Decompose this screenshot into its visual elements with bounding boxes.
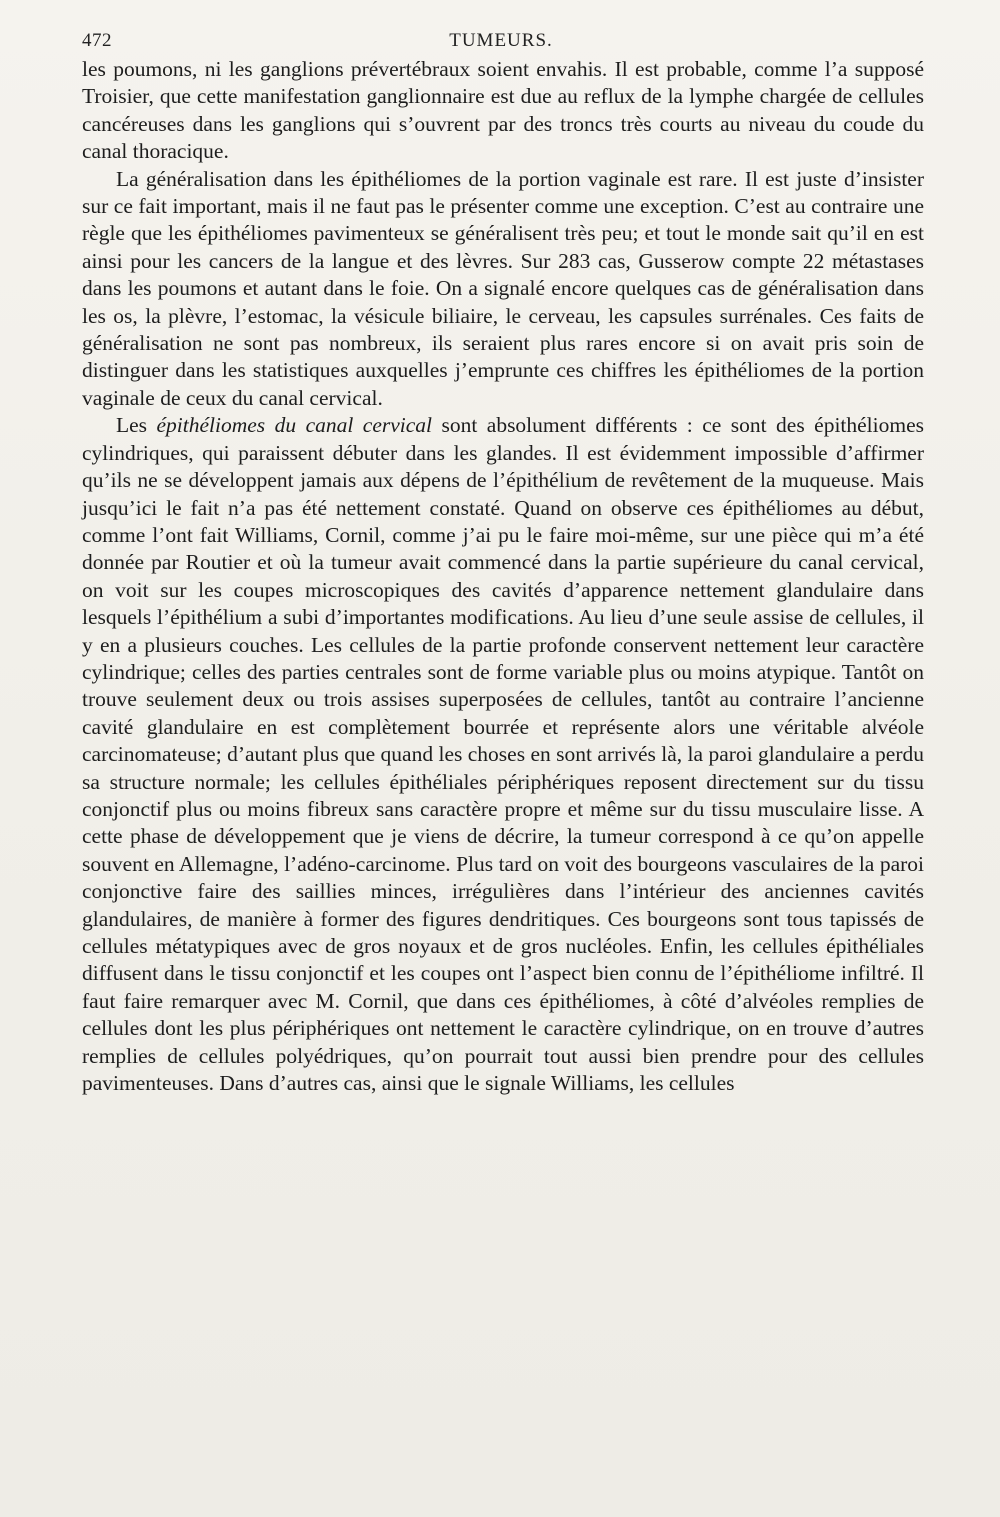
italic-phrase: épithéliomes du canal cervical [156,413,433,438]
paragraph-3 [82,412,924,1097]
running-title: TUMEURS. [449,30,553,51]
paragraph-text: La généralisation dans les épithéliomes de la portion vaginale est rare. Il est juste d’insister sur ce fait important, mais il ne faut pas le présenter comme une exception. C’est au contraire une règle que les épithéliomes pavimenteux se généralisent très peu; et tout le monde sait qu’il en est ainsi pour les cancers de la langue et des lèvres. Sur 283 cas, Gusserow compte 22 métastases dans les poumons et autant dans le foie. On a signalé encore quelques cas de généralisation dans les os, la plèvre, l’estomac, la vésicule biliaire, le cerveau, les capsules surrénales. Ces faits de généralisation ne sont pas nombreux, ils seraient plus rares encore si on avait pris soin de distinguer dans les statistiques auxquelles j’emprunte ces chiffres les épithéliomes de la portion vaginale de ceux du canal cervical. [82,166,924,410]
paragraph-2 [82,166,924,413]
paragraph-text: sont absolument différents : ce sont des épithéliomes cylindriques, qui paraissent débuter dans les glandes. Il est évidemment impossible d’affirmer qu’ils ne se développent jamais aux dépens de l’épithélium de revêtement de la muqueuse. Mais jusqu’ici le fait n’a pas été nettement constaté. Quand on observe ces épithéliomes au début, comme l’ont fait Williams, Cornil, comme j’ai pu le faire moi-même, sur une pièce qui m’a été donnée par Routier et où la tumeur avait commencé dans la partie supérieure du canal cervical, on voit sur les coupes microscopiques des cavités d’apparence nettement glandulaire dans lesquels l’épithélium a subi d’importantes modifications. Au lieu d’une seule assise de cellules, il y en a plusieurs couches. Les cellules de la partie profonde conservent nettement leur caractère cylindrique; celles des parties centrales sont de forme variable plus ou moins atypique. Tantôt on trouve seulement deux ou trois assises superposées de cellules, tantôt au contraire l’ancienne cavité glandulaire en est complètement bourrée et représente alors une véritable alvéole carcinomateuse; d’autant plus que quand les choses en sont arrivés là, la paroi glandulaire a perdu sa structure normale; les cellules épithéliales périphériques reposent directement sur du tissu conjonctif plus ou moins fibreux sans caractère propre et même sur du tissu musculaire lisse. A cette phase de développement que je viens de décrire, la tumeur correspond à ce qu’on appelle souvent en Allemagne, l’adéno-carcinome. Plus tard on voit des bourgeons vasculaires de la paroi conjonctive faire des saillies minces, irrégulières dans l’intérieur des anciennes cavités glandulaires, de manière à former des figures dendritiques. Ces bourgeons sont tous tapissés de cellules métatypiques avec de gros noyaux et de gros nucléoles. Enfin, les cellules épithéliales diffusent dans le tissu conjonctif et les coupes ont l’aspect bien connu de l’épithéliome infiltré. Il faut faire remarquer avec M. Cornil, que dans ces épithéliomes, à côté d’alvéoles remplies de cellules dont les plus périphériques ont nettement le caractère cylindrique, on en trouve d’autres remplies de cellules polyédriques, qu’on pourrait tout aussi bien prendre pour des cellules pavimenteuses. Dans d’autres cas, ainsi que le signale Williams, les cellules [82,413,925,1096]
paragraph-1 [82,56,924,166]
body-text [82,56,924,1097]
running-head [82,30,920,58]
paragraph-text: Les [116,413,157,438]
paragraph-text: les poumons, ni les ganglions prévertébraux soient envahis. Il est probable, comme l’a supposé Troisier, que cette manifestation ganglionnaire est due au reflux de la lymphe chargée de cellules cancéreuses dans les ganglions qui s’ouvrent par des troncs très courts au niveau du coude du canal thoracique. [82,57,924,164]
page-number: 472 [82,30,112,51]
